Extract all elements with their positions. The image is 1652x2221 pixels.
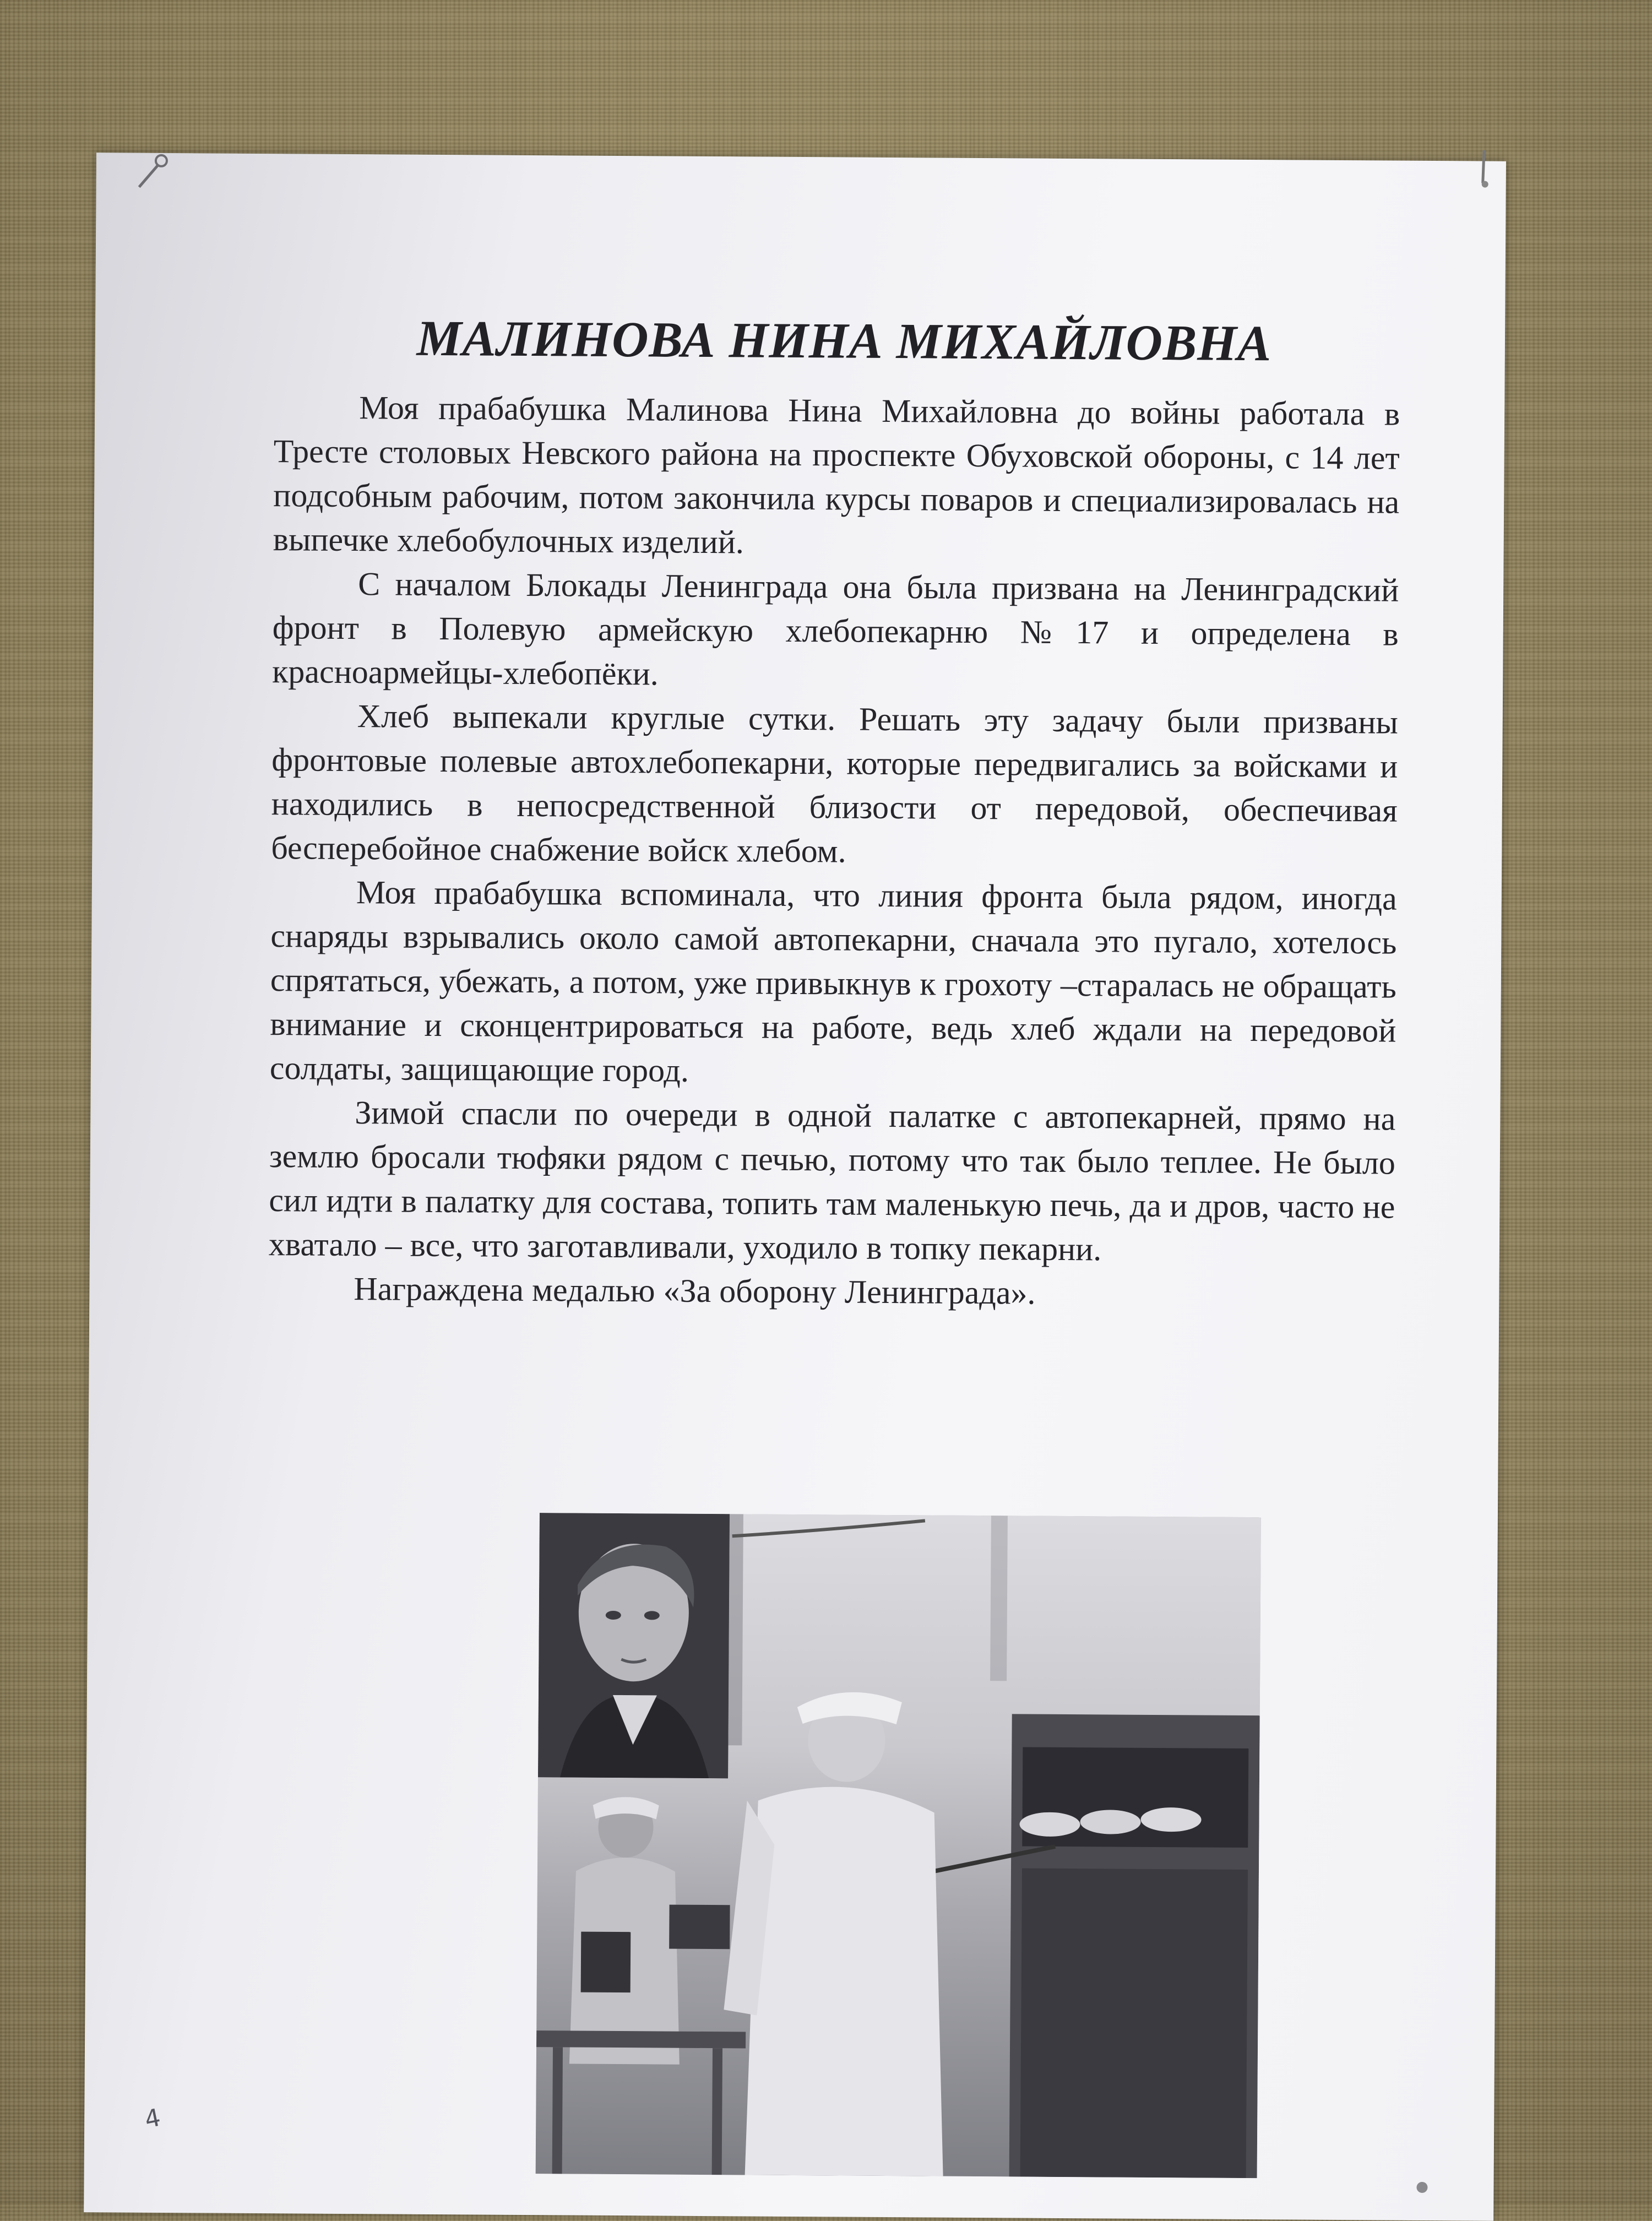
photo-collage [536, 1513, 1261, 2178]
paragraph: Награждена медалью «За оборону Ленинграда». [354, 1270, 1036, 1311]
portrait-photo [538, 1513, 730, 1778]
pushpin-icon [135, 153, 173, 192]
paragraph: Моя прабабушка вспоминала, что линия фронта была рядом, иногда снаряды взрывались около самой автопекарни, сначала это пугало, хотелось спрятаться, убежать, а потом, уже привыкнув к грохоту –старалась не обращать внимание и сконцентрироваться на работе, ведь хлеб ждали на передовой солдаты, защищающие город. [269, 874, 1397, 1089]
pushpin-icon [1411, 2176, 1433, 2198]
paragraph: С началом Блокады Ленинграда она была призвана на Ленинградский фронт в Полевую армейскую хлебопекарню №17 и определена в красноармейцы-хлебопёки. [272, 566, 1399, 692]
article-body [268, 385, 1400, 1317]
paper-sheet [84, 153, 1506, 2221]
pushpin-icon [1473, 150, 1495, 194]
paragraph: Зимой спасли по очереди в одной палатке с автопекарней, прямо на землю бросали тюфяки рядом с печью, потому что так было теплее. Не было сил идти в палатку для состава, топить там маленькую печь, да и дров, часто не хватало – все, что заготавливали, уходило в топку пекарни. [268, 1094, 1396, 1268]
paragraph: Хлеб выпекали круглые сутки. Решать эту задачу были призваны фронтовые полевые автохлебопекарни, которые передвигались за войсками и находились в непосредственной близости от передовой, обеспечивая бесперебойное снабжение войск хлебом. [271, 698, 1398, 870]
page-number: 4 [142, 2103, 164, 2135]
paragraph: Моя прабабушка Малинова Нина Михайловна до войны работала в Тресте столовых Невского района на проспекте Обуховской обороны, с 14 лет подсобным рабочим, потом закончила курсы поваров и специализировалась на выпечке хлебобулочных изделий. [273, 389, 1400, 561]
page-title: МАЛИНОВА НИНА МИХАЙЛОВНА [416, 309, 1272, 372]
